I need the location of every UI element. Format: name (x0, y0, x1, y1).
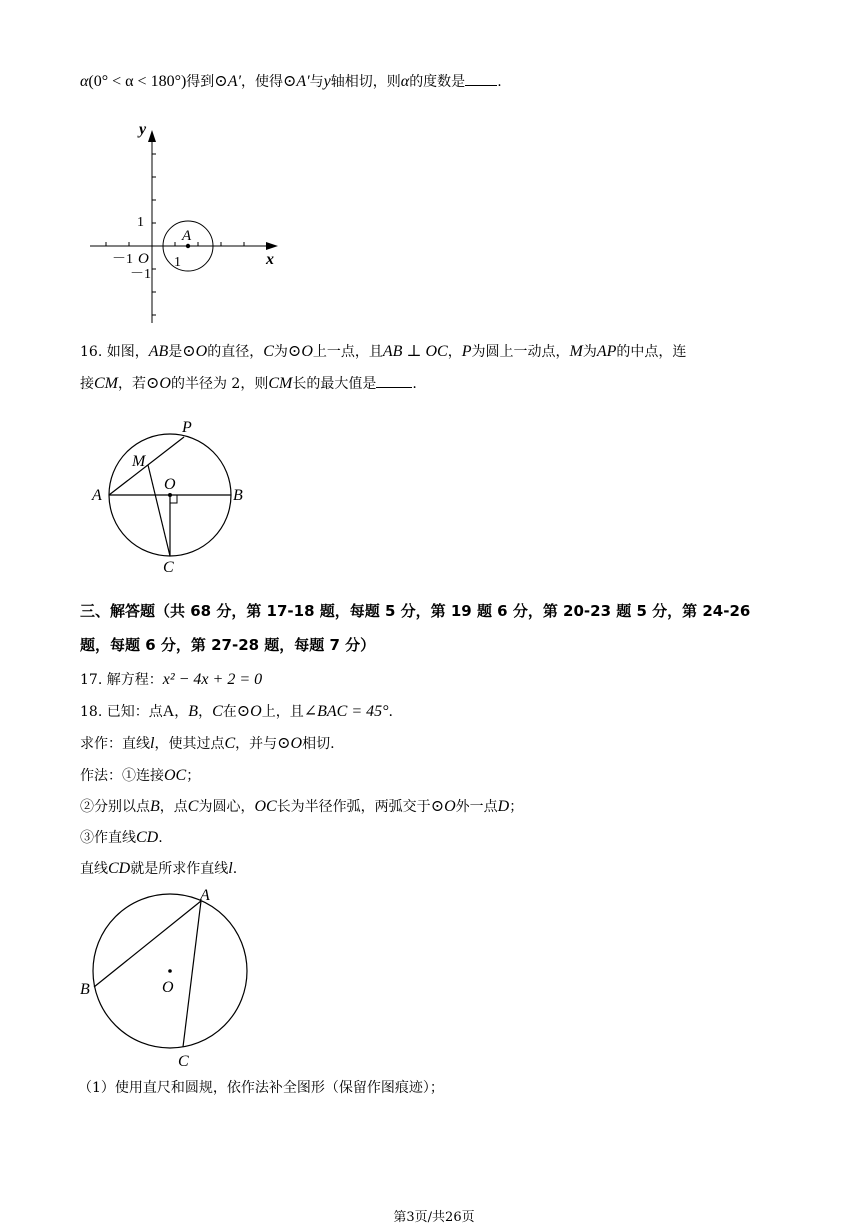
center-a-dot (186, 244, 190, 248)
y-tick-1-label: 1 (137, 215, 144, 230)
q18-req1: 求作：直线 (80, 736, 150, 752)
q16-line2 (80, 374, 417, 394)
q18-oc: OC (164, 767, 187, 784)
q18-method-step3 (80, 828, 163, 848)
center-o-dot (168, 969, 172, 973)
q18-step2b: ，点 (159, 799, 188, 815)
q18-circle-figure (76, 884, 261, 1074)
point-a-label: A (200, 887, 210, 904)
q18-step2f: ； (509, 799, 524, 815)
q18-step3: ③作直线 (80, 830, 136, 846)
q17-label: 17. 解方程： (80, 672, 163, 688)
q18-cd: CD (136, 829, 159, 846)
q18-method: 作法：①连接 (80, 768, 164, 784)
q18-text4: 在 (222, 704, 237, 720)
q16-text8: 的中点，连 (616, 344, 687, 360)
q18-b: B (188, 703, 199, 720)
q16-cm2: CM (268, 375, 293, 392)
q15-range: (0° < α < 180°) (88, 73, 187, 90)
q18-b2: B (150, 798, 160, 815)
q18-method-end: ； (186, 768, 201, 784)
point-o-label: O (162, 979, 174, 996)
chord-ab (94, 901, 201, 987)
q15-circle-a2: ⊙A′ (282, 73, 310, 90)
q15-text5: 的度数是 (409, 74, 466, 90)
q15-end: . (497, 74, 502, 90)
q16-text11: 的半径为 2，则 (170, 376, 269, 392)
q18-circle-o3: ⊙O (430, 798, 456, 815)
page-footer: 第3页/共26页 (393, 1210, 475, 1225)
q16-ab: AB (148, 343, 169, 360)
q18-conclusion (80, 859, 237, 879)
q15-alpha2: α (400, 73, 410, 90)
q15-text2: ，使得 (240, 74, 283, 90)
q18-given (80, 702, 393, 722)
q16-perp: AB ⊥ OC (382, 343, 448, 360)
q16-circle-o2: ⊙O (287, 343, 313, 360)
point-c-label: C (178, 1053, 189, 1070)
q16-text9: 接 (80, 376, 94, 392)
q18-text1: 18. 已知：点 (80, 704, 163, 720)
point-a-label: A (92, 487, 102, 504)
q18-method-step2 (80, 797, 523, 817)
q15-line (80, 72, 502, 92)
q16-cm: CM (94, 375, 118, 392)
q18-req3: ，并与 (235, 736, 278, 752)
q18-d: D (497, 798, 510, 815)
section3-heading-line2: 题，每题 6 分，第 27-28 题，每题 7 分） (80, 636, 376, 654)
q16-line1 (80, 342, 686, 362)
q16-m: M (569, 343, 583, 360)
q18-text3: ， (198, 704, 213, 720)
q18-circle-o2: ⊙O (277, 735, 303, 752)
q18-circle-o: ⊙O (236, 703, 262, 720)
x-tick-minus1-label: －1 (112, 252, 133, 267)
q18-a: A (162, 703, 175, 720)
q18-l2: l (228, 860, 233, 877)
section3-heading-line1: 三、解答题（共 68 分，第 17-18 题，每题 5 分，第 19 题 6 分，第 20-23 题 5 分，第 24-26 (80, 602, 751, 620)
q15-coordinate-figure (84, 118, 284, 328)
q18-l1: l (150, 735, 155, 752)
q16-end: . (412, 376, 417, 392)
q16-text7: 为 (582, 344, 597, 360)
origin-label: O (138, 251, 149, 267)
q16-circle-figure (88, 412, 258, 582)
q16-text6: 为圆上一动点， (471, 344, 570, 360)
q18-c3: C (187, 798, 199, 815)
q18-c: C (212, 703, 223, 720)
q15-answer-blank (465, 85, 497, 86)
q18-concl2: 就是所求作直线 (130, 861, 229, 877)
q18-step2a: ②分别以点 (80, 799, 150, 815)
q18-angle: ∠BAC = 45° (303, 703, 389, 720)
q18-method-step1 (80, 766, 200, 786)
x-axis-arrow (266, 242, 278, 250)
q18-end: . (388, 704, 393, 720)
q16-text2: 的直径， (207, 344, 264, 360)
q15-text4: 轴相切，则 (330, 74, 401, 90)
point-p-label: P (182, 419, 192, 436)
q16-text4: 上一点，且 (312, 344, 383, 360)
x-tick-1-label: 1 (174, 255, 181, 270)
q16-text1: 是 (168, 344, 183, 360)
q18-step2e: 外一点 (455, 799, 498, 815)
q15-text3: 与 (309, 74, 324, 90)
q16-text5: ， (447, 344, 462, 360)
q16-text10: ，若 (118, 376, 146, 392)
q16-c: C (263, 343, 274, 360)
q16-p: P (461, 343, 472, 360)
point-a-label: A (182, 228, 192, 244)
q18-step2c: 为圆心， (198, 799, 255, 815)
q18-part1: （1）使用直尺和圆规，依作法补全图形（保留作图痕迹）； (78, 1080, 444, 1096)
q15-text1: 得到 (186, 74, 215, 90)
q18-c2: C (224, 735, 236, 752)
q17-line (80, 670, 262, 690)
q18-cd2: CD (108, 860, 131, 877)
point-b-label: B (80, 981, 90, 998)
x-ticks (106, 242, 244, 246)
q15-circle-a1: ⊙A′ (214, 73, 241, 90)
y-axis-label: y (139, 121, 147, 138)
y-tick-minus1-label: －1 (130, 267, 151, 282)
q15-y-axis: y (323, 73, 331, 90)
q16-text3: 为 (273, 344, 288, 360)
q18-req2: ，使其过点 (154, 736, 225, 752)
q16-circle-o3: ⊙O (146, 375, 171, 392)
center-o-dot (168, 493, 172, 497)
q18-text2: ， (174, 704, 189, 720)
q18-oc2: OC (254, 798, 277, 815)
y-axis-arrow (148, 130, 156, 142)
q18-step3-end: . (158, 830, 163, 846)
q18-text5: 上，且 (261, 704, 304, 720)
q16-num: 16. 如图， (80, 344, 149, 360)
q15-alpha: α (80, 73, 89, 90)
point-m-label: M (132, 453, 146, 470)
chord-ac (183, 901, 201, 1047)
point-o-label: O (164, 476, 176, 493)
q16-ap: AP (596, 343, 617, 360)
q16-circle-o1: ⊙O (182, 343, 208, 360)
q18-step2d: 长为半径作弧，两弧交于 (276, 799, 431, 815)
q16-answer-blank (376, 387, 412, 388)
q16-text12: 长的最大值是 (292, 376, 377, 392)
q18-concl-end: . (232, 861, 238, 877)
x-axis-label: x (266, 251, 274, 268)
point-b-label: B (233, 487, 243, 504)
q18-req4: 相切. (302, 736, 335, 752)
q18-requirement (80, 734, 335, 754)
point-c-label: C (163, 559, 174, 576)
q17-equation: x² − 4x + 2 = 0 (162, 671, 263, 688)
y-ticks (152, 154, 156, 315)
q18-concl1: 直线 (80, 861, 108, 877)
